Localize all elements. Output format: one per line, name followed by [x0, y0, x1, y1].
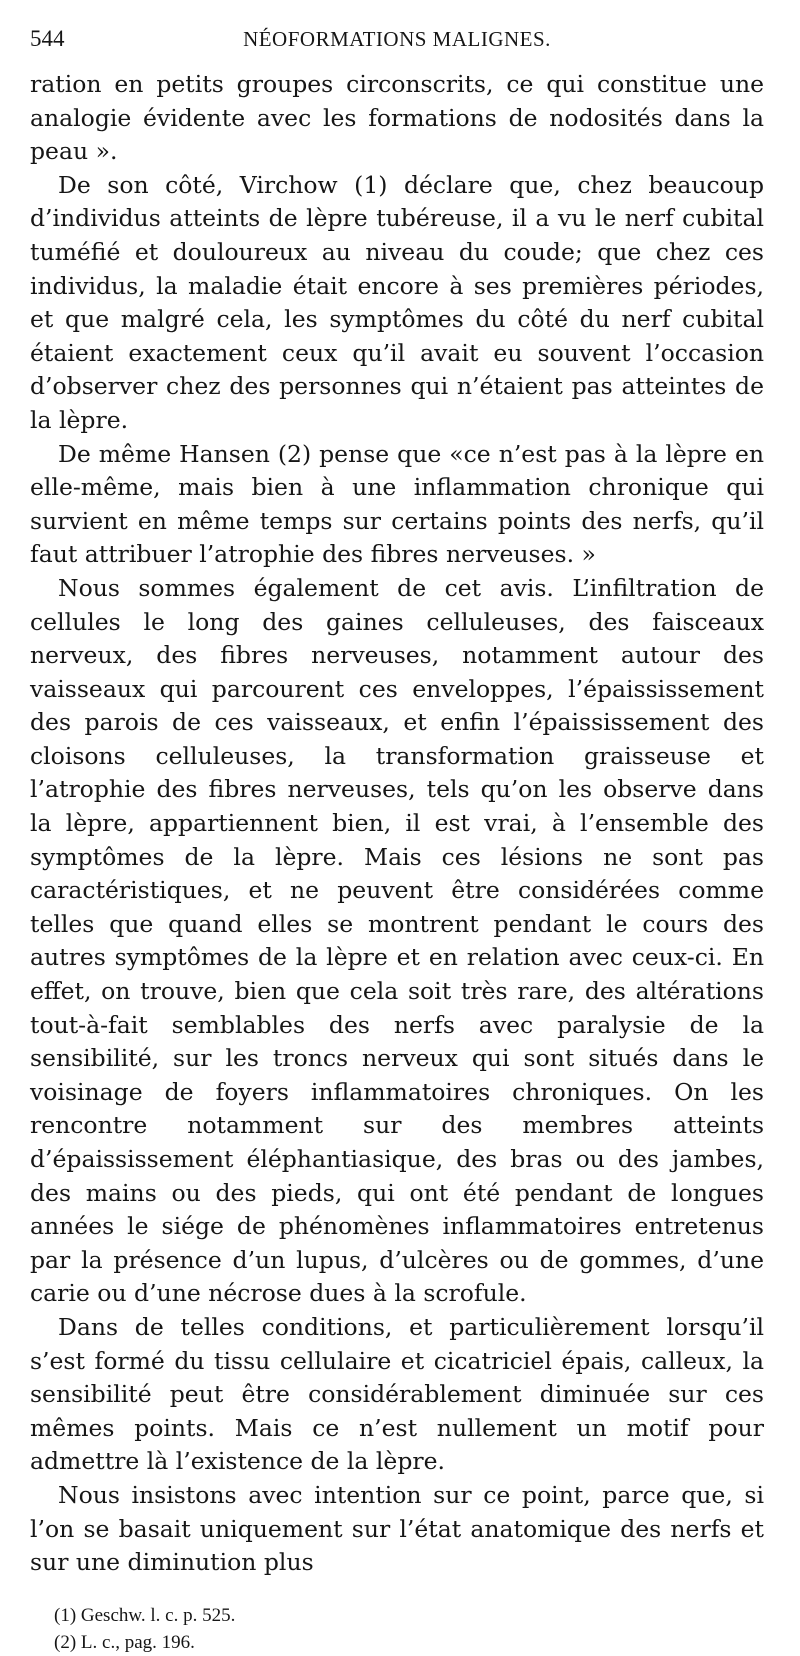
footnote: (2) L. c., pag. 196.: [54, 1631, 195, 1653]
page-header: [30, 26, 764, 66]
paragraph: Nous insistons avec intention sur ce point, parce que, si l’on se basait uniquement sur l’état anatomique des nerfs et sur une diminution plus: [30, 1480, 764, 1577]
paragraph: De même Hansen (2) pense que «ce n’est pas à la lèpre en elle-même, mais bien à une inflammation chronique qui survient en même temps sur certains points des nerfs, qu’il faut attribuer l’atrophie des fibres nerveuses. »: [30, 439, 764, 569]
paragraph: Dans de telles conditions, et particulièrement lorsqu’il s’est formé du tissu cellulaire et cicatriciel épais, calleux, la sensibilité peut être considérablement diminuée sur ces mêmes points. Mais ce n’est nullement un motif pour admettre là l’existence de la lèpre.: [30, 1312, 764, 1476]
running-title: NÉOFORMATIONS MALIGNES.: [243, 27, 551, 51]
footnote: (1) Geschw. l. c. p. 525.: [54, 1604, 236, 1626]
paragraph: Nous sommes également de cet avis. L’infiltration de cellules le long des gaines celluleuses, des faisceaux nerveux, des fibres nerveuses, notamment autour des vaisseaux qui parcourent ces enveloppes, l’épaississement des parois de ces vaisseaux, et enfin l’épaississement des cloisons celluleuses, la transformation graisseuse et l’atrophie des fibres nerveuses, tels qu’on les observe dans la lèpre, appartiennent bien, il est vrai, à l’ensemble des symptômes de la lèpre. Mais ces lésions ne sont pas caractéristiques, et ne peuvent être considérées comme telles que quand elles se montrent pendant le cours des autres symptômes de la lèpre et en relation avec ceux-ci. En effet, on trouve, bien que cela soit très rare, des altérations tout-à-fait semblables des nerfs avec paralysie de la sensibilité, sur les troncs nerveux qui sont situés dans le voisinage de foyers inflammatoires chroniques. On les rencontre notamment sur des membres atteints d’épaississement éléphantiasique, des bras ou des jambes, des mains ou des pieds, qui ont été pendant de longues années le siége de phénomènes inflammatoires entretenus par la présence d’un lupus, d’ulcères ou de gommes, d’une carie ou d’une nécrose dues à la scrofule.: [30, 573, 764, 1308]
footnotes: [30, 1602, 764, 1656]
body-text: [30, 68, 764, 1580]
paragraph: De son côté, Virchow (1) déclare que, chez beaucoup d’individus atteints de lèpre tubéreuse, il a vu le nerf cubital tuméfié et douloureux au niveau du coude; que chez ces individus, la maladie était encore à ses premières périodes, et que malgré cela, les symptômes du côté du nerf cubital étaient exactement ceux qu’il avait eu souvent l’occasion d’observer chez des personnes qui n’étaient pas atteintes de la lèpre.: [30, 170, 764, 434]
page-number: 544: [30, 26, 65, 51]
paragraph: ration en petits groupes circonscrits, ce qui constitue une analogie évidente avec les formations de nodosités dans la peau ».: [30, 70, 764, 166]
